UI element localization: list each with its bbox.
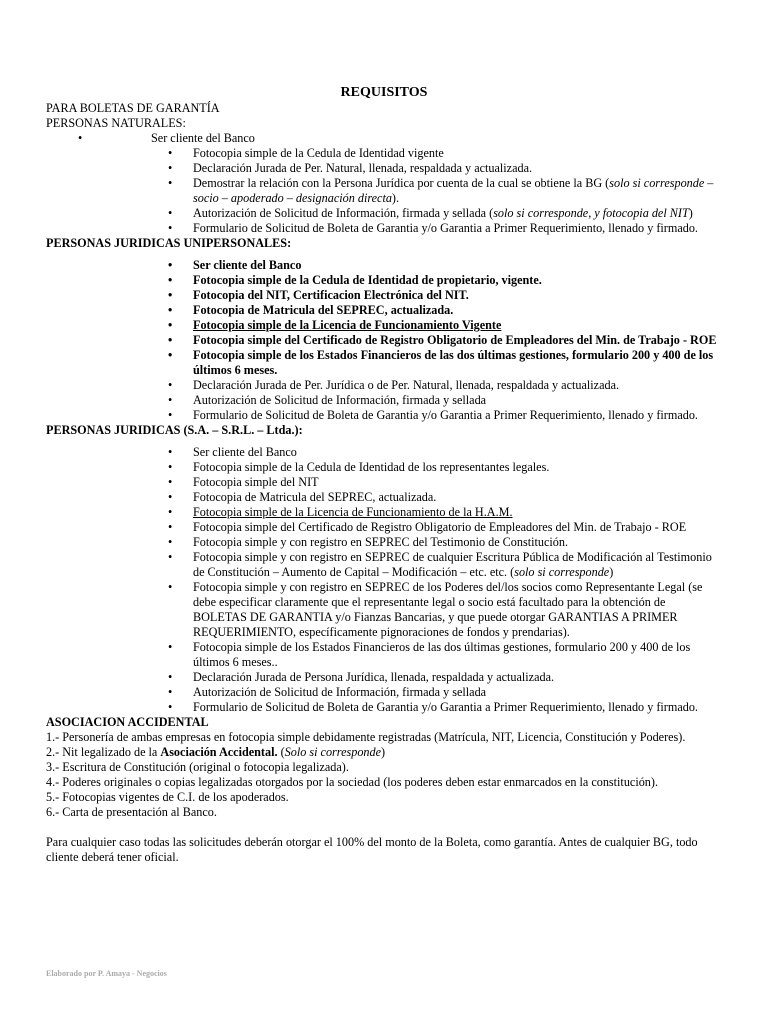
accidental-item-4: 4.- Poderes originales o copias legalizadas otorgados por la sociedad (los poderes deben estar enmarcados en la constitución). [46, 775, 658, 789]
list-item: • Fotocopia simple del Certificado de Registro Obligatorio de Empleadores del Min. de Trabajo - ROE [168, 520, 687, 534]
bullet-icon: • [168, 146, 173, 160]
list-item: • Fotocopia de Matricula del SEPREC, actualizada. [168, 490, 437, 504]
list-item: • Ser cliente del Banco [168, 445, 297, 459]
bullet-icon: • [168, 490, 173, 504]
bullet-icon: • [168, 161, 173, 175]
list-item-text: Ser cliente del Banco [151, 131, 255, 145]
section-naturales-heading: PERSONAS NATURALES: [46, 116, 186, 130]
accidental-item-5: 5.- Fotocopias vigentes de C.I. de los apoderados. [46, 790, 289, 804]
bullet-icon: • [168, 535, 173, 549]
naturales-list [46, 146, 722, 236]
list-item: • Fotocopia simple de la Cedula de Identidad vigente [168, 146, 444, 160]
list-item: • Fotocopia simple del NIT [168, 475, 319, 489]
sociedades-list [46, 445, 722, 715]
bullet-icon: • [168, 348, 173, 362]
list-item: • Formulario de Solicitud de Boleta de Garantia y/o Garantia a Primer Requerimiento, llenado y firmado. [168, 700, 698, 714]
list-item: • Autorización de Solicitud de Información, firmada y sellada (solo si corresponde, y fotocopia del NIT) [168, 206, 693, 220]
page-footer: Elaborado por P. Amaya - Negocios [46, 969, 167, 978]
bullet-icon: • [168, 408, 173, 422]
bullet-icon: • [168, 460, 173, 474]
bullet-icon: • [168, 221, 173, 235]
list-item: • Fotocopia simple de la Licencia de Funcionamiento de la H.A.M. [168, 505, 513, 519]
document-page [46, 0, 722, 865]
accidental-item-1: 1.- Personería de ambas empresas en fotocopia simple debidamente registradas (Matrícula, NIT, Licencia, Constitución y Poderes). [46, 730, 686, 744]
closing-paragraph: Para cualquier caso todas las solicitudes deberán otorgar el 100% del monto de la Boleta, como garantía. Antes de cualquier BG, todo cliente deberá tener oficial. [46, 835, 698, 864]
list-item: • Fotocopia del NIT, Certificacion Electrónica del NIT. [168, 288, 469, 302]
bullet-icon: • [168, 303, 173, 317]
bullet-icon: • [168, 176, 173, 190]
list-item: • Fotocopia simple y con registro en SEPREC de cualquier Escritura Pública de Modificación al Testimonio de Constitución – Aumento de Capital – Modificación – etc. etc. (solo si corresponde) [168, 550, 712, 579]
bullet-icon: • [168, 273, 173, 287]
accidental-item-6: 6.- Carta de presentación al Banco. [46, 805, 217, 819]
list-item: • Autorización de Solicitud de Información, firmada y sellada [168, 393, 487, 407]
bullet-icon: • [168, 206, 173, 220]
bullet-icon: • [168, 580, 173, 594]
list-item: • Fotocopia simple del Certificado de Registro Obligatorio de Empleadores del Min. de Trabajo - ROE [168, 333, 717, 347]
bullet-icon: • [168, 640, 173, 654]
list-item: • Fotocopia simple de la Licencia de Funcionamiento Vigente [168, 318, 502, 332]
section-intro: PARA BOLETAS DE GARANTÍA [46, 101, 220, 115]
page-title: REQUISITOS [340, 85, 428, 100]
bullet-icon: • [168, 475, 173, 489]
section-accidental-heading: ASOCIACION ACCIDENTAL [46, 715, 209, 729]
bullet-icon: • [168, 288, 173, 302]
accidental-item-3: 3.- Escritura de Constitución (original o fotocopia legalizada). [46, 760, 349, 774]
list-item: • Declaración Jurada de Persona Jurídica, llenada, respaldada y actualizada. [168, 670, 555, 684]
bullet-icon: • [168, 393, 173, 407]
bullet-icon: • [168, 445, 173, 459]
list-item: • Demostrar la relación con la Persona Jurídica por cuenta de la cual se obtiene la BG (solo si corresponde – socio – apoderado – designación directa). [168, 176, 714, 205]
section-sociedades-heading: PERSONAS JURIDICAS (S.A. – S.R.L. – Ltda.): [46, 423, 303, 437]
bullet-icon: • [168, 333, 173, 347]
list-item: • Ser cliente del Banco [168, 258, 302, 272]
section-unipersonales-heading: PERSONAS JURIDICAS UNIPERSONALES: [46, 236, 292, 250]
bullet-icon: • [168, 550, 173, 564]
list-item: • Fotocopia simple de la Cedula de Identidad de los representantes legales. [168, 460, 550, 474]
bullet-icon: • [168, 685, 173, 699]
list-item: • Fotocopia de Matricula del SEPREC, actualizada. [168, 303, 454, 317]
bullet-icon: • [168, 520, 173, 534]
bullet-icon: • [168, 378, 173, 392]
list-item: • Autorización de Solicitud de Información, firmada y sellada [168, 685, 487, 699]
list-item: • Formulario de Solicitud de Boleta de Garantia y/o Garantia a Primer Requerimiento, llenado y firmado. [168, 221, 698, 235]
list-item: • Fotocopia simple de la Cedula de Identidad de propietario, vigente. [168, 273, 542, 287]
bullet-icon: • [168, 700, 173, 714]
list-item: • Formulario de Solicitud de Boleta de Garantia y/o Garantia a Primer Requerimiento, llenado y firmado. [168, 408, 698, 422]
bullet-icon: • [168, 505, 173, 519]
bullet-icon: • [168, 318, 173, 332]
bullet-icon: • [168, 670, 173, 684]
list-item: • Declaración Jurada de Per. Jurídica o de Per. Natural, llenada, respaldada y actualizada. [168, 378, 620, 392]
unipersonales-list [46, 258, 722, 423]
bullet-icon: • [168, 258, 173, 272]
list-item: • Fotocopia simple de los Estados Financieros de las dos últimas gestiones, formulario 200 y 400 de los últimos 6 meses.. [168, 640, 691, 669]
list-item: • Declaración Jurada de Per. Natural, llenada, respaldada y actualizada. [168, 161, 533, 175]
bullet-icon: • [78, 131, 83, 145]
accidental-item-2: 2.- Nit legalizado de la Asociación Accidental. (Solo si corresponde) [46, 745, 386, 759]
list-item: • Fotocopia simple y con registro en SEPREC del Testimonio de Constitución. [168, 535, 569, 549]
list-item-level1 [46, 131, 722, 146]
list-item: • Fotocopia simple y con registro en SEPREC de los Poderes del/los socios como Representante Legal (se debe especificar claramente que el representante legal o socio está facultado para la obtención de BOLETAS DE GARANTIA y/o Fianzas Bancarias, y que puede otorgar GARANTIAS A PRIMER REQUERIMIENTO, específicamente pignoraciones de fondos y prendarias). [168, 580, 703, 639]
list-item: • Fotocopia simple de los Estados Financieros de las dos últimas gestiones, formulario 200 y 400 de los últimos 6 meses. [168, 348, 714, 377]
